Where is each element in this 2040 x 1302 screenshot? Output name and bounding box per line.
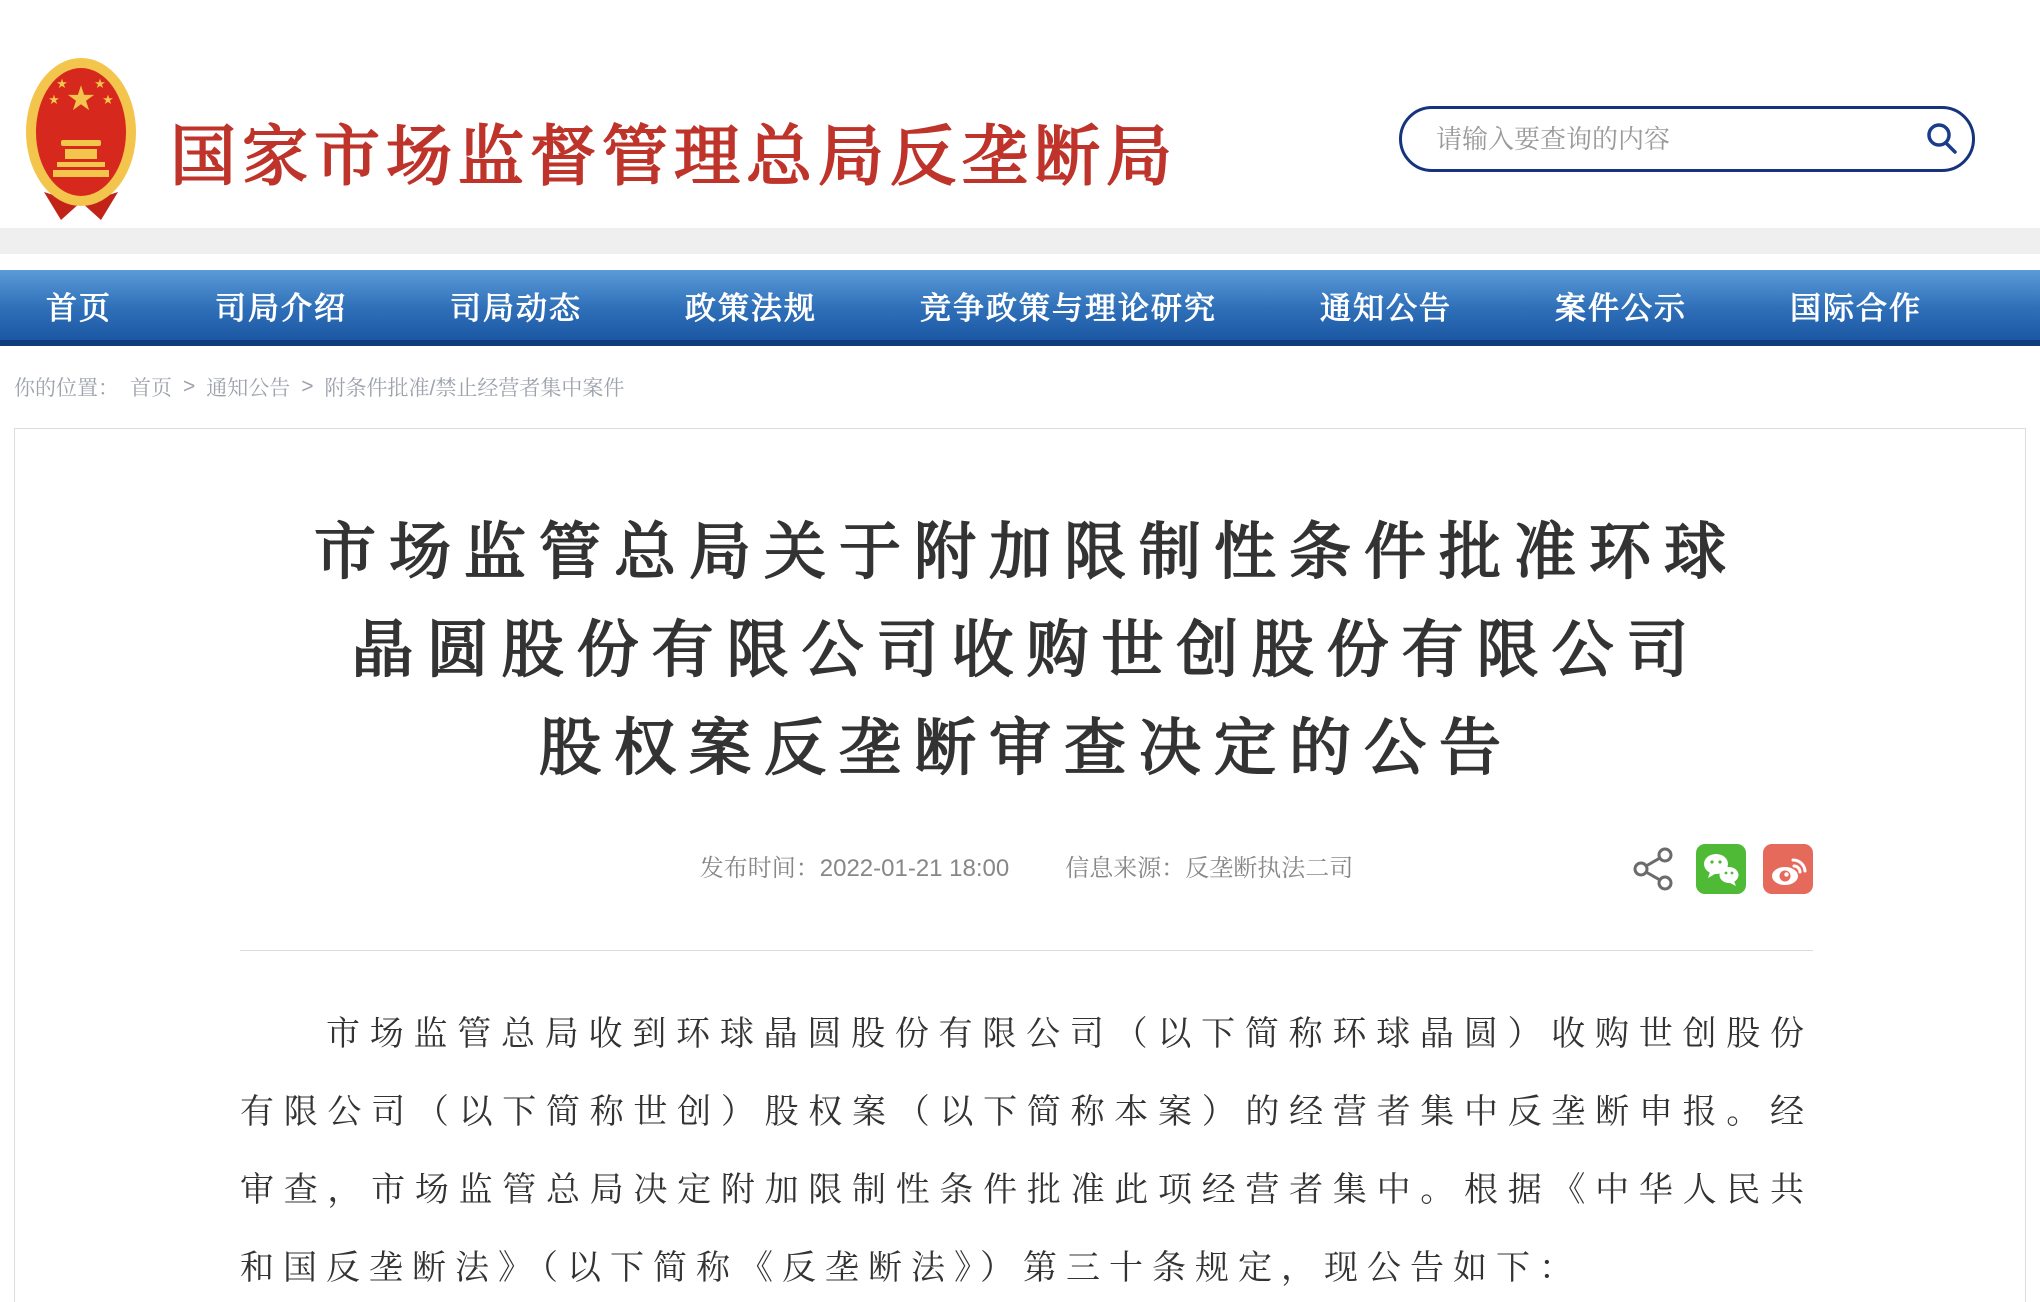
breadcrumb-current-category[interactable]: 附条件批准/禁止经营者集中案件 xyxy=(324,377,625,400)
share-icon[interactable] xyxy=(1629,844,1679,894)
svg-text:★: ★ xyxy=(102,92,114,107)
article-title-line-1: 市场监管总局关于附加限制性条件批准环球 xyxy=(313,518,1739,587)
svg-text:★: ★ xyxy=(48,92,60,107)
search-button[interactable] xyxy=(1912,109,1972,169)
publish-time: 发布时间：2022-01-21 18:00 xyxy=(699,855,1010,882)
nav-item-bureau-intro[interactable]: 司局介绍 xyxy=(215,290,347,326)
wechat-share-icon[interactable] xyxy=(1696,844,1746,894)
header-divider-strip xyxy=(0,228,2040,254)
article-title-line-3: 股权案反垄断审查决定的公告 xyxy=(538,714,1514,783)
nav-item-home[interactable]: 首页 xyxy=(46,290,112,326)
svg-text:★: ★ xyxy=(94,76,106,91)
search-box xyxy=(1399,106,1975,172)
national-emblem-logo xyxy=(24,52,138,224)
breadcrumb-separator: > xyxy=(301,375,314,398)
breadcrumb-home[interactable]: 首页 xyxy=(130,377,172,400)
nav-item-policies[interactable]: 政策法规 xyxy=(685,290,817,326)
article-title xyxy=(240,504,1813,798)
article-container xyxy=(14,428,2026,1302)
breadcrumb-label: 你的位置： xyxy=(14,377,119,400)
article-body-paragraph: 市场监管总局收到环球晶圆股份有限公司（以下简称环球晶圆）收购世创股份有限公司（以下简称世创）股权案（以下简称本案）的经营者集中反垄断申报。经审查，市场监管总局决定附加限制性条件批准此项经营者集中。根据《中华人民共和国反垄断法》（以下简称《反垄断法》）第三十条规定，现公告如下： xyxy=(240,1015,1813,1287)
nav-item-case-publicity[interactable]: 案件公示 xyxy=(1555,290,1687,326)
svg-text:★: ★ xyxy=(56,76,68,91)
breadcrumb xyxy=(0,346,2040,428)
site-header xyxy=(0,0,2040,228)
share-icons xyxy=(1629,844,1813,894)
search-icon xyxy=(1923,120,1961,158)
article-title-line-2: 晶圆股份有限公司收购世创股份有限公司 xyxy=(351,616,1702,685)
nav-item-competition-research[interactable]: 竞争政策与理论研究 xyxy=(920,290,1217,326)
nav-item-international[interactable]: 国际合作 xyxy=(1790,290,1922,326)
breadcrumb-separator: > xyxy=(183,375,196,398)
nav-gap xyxy=(0,254,2040,270)
nav-item-bureau-news[interactable]: 司局动态 xyxy=(450,290,582,326)
nav-item-announcements[interactable]: 通知公告 xyxy=(1320,290,1452,326)
svg-text:★: ★ xyxy=(65,80,97,118)
article-meta xyxy=(700,844,1354,894)
weibo-share-icon[interactable] xyxy=(1763,844,1813,894)
breadcrumb-announcements[interactable]: 通知公告 xyxy=(206,377,291,400)
main-nav xyxy=(0,270,2040,346)
search-input[interactable] xyxy=(1402,124,1912,155)
site-title: 国家市场监督管理总局反垄断局 xyxy=(170,119,1178,193)
info-source: 信息来源：反垄断执法二司 xyxy=(1065,855,1354,882)
article-meta-row xyxy=(240,844,1813,951)
